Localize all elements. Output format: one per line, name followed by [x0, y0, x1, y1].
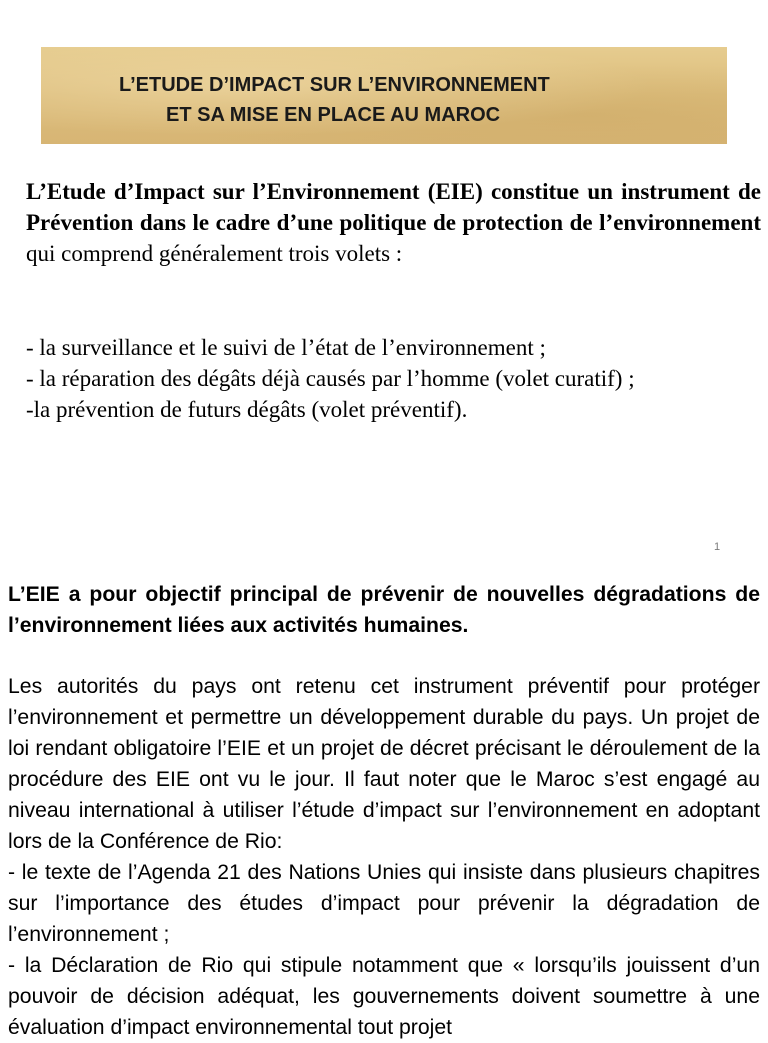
list-item: -la prévention de futurs dégâts (volet préventif). — [26, 397, 468, 422]
slide-title-line-1: L’ETUDE D’IMPACT SUR L’ENVIRONNEMENT — [119, 74, 550, 96]
slide-2-heading: L’EIE a pour objectif principal de prévenir de nouvelles dégradations de l’environnement liées aux activités humaines. — [8, 583, 760, 637]
list-item: - la réparation des dégâts déjà causés par l’homme (volet curatif) ; — [26, 366, 635, 391]
intro-paragraph — [26, 176, 761, 269]
slide-title-line-2: ET SA MISE EN PLACE AU MAROC — [166, 104, 501, 126]
volets-list — [26, 332, 761, 425]
rio-declaration-bullet: - la Déclaration de Rio qui stipule notamment que « lorsqu’ils jouissent d’un pouvoir de décision adéquat, les gouvernements doivent soumettre à une évaluation d’impact environnemental tout projet — [8, 954, 760, 1039]
intro-bold-text: L’Etude d’Impact sur l’Environnement (EIE) constitue un instrument de Prévention dans le cadre d’une politique de protection de l’environnement — [26, 179, 761, 235]
title-banner — [41, 47, 727, 144]
slide-2-paragraph: Les autorités du pays ont retenu cet instrument préventif pour protéger l’environnement et permettre un développement durable du pays. Un projet de loi rendant obligatoire l’EIE et un projet de décret précisant le déroulement de la procédure des EIE ont vu le jour. Il faut noter que le Maroc s’est engagé au niveau international à utiliser l’étude d’impact sur l’environnement en adoptant lors de la Conférence de Rio: — [8, 675, 760, 853]
slide-2 — [8, 579, 760, 1043]
list-item: - la surveillance et le suivi de l’état de l’environnement ; — [26, 335, 546, 360]
intro-rest-text: qui comprend généralement trois volets : — [26, 241, 403, 266]
agenda-21-bullet: - le texte de l’Agenda 21 des Nations Unies qui insiste dans plusieurs chapitres sur l’importance des études d’impact pour prévenir la dégradation de l’environnement ; — [8, 861, 760, 946]
page-number: 1 — [714, 541, 721, 553]
